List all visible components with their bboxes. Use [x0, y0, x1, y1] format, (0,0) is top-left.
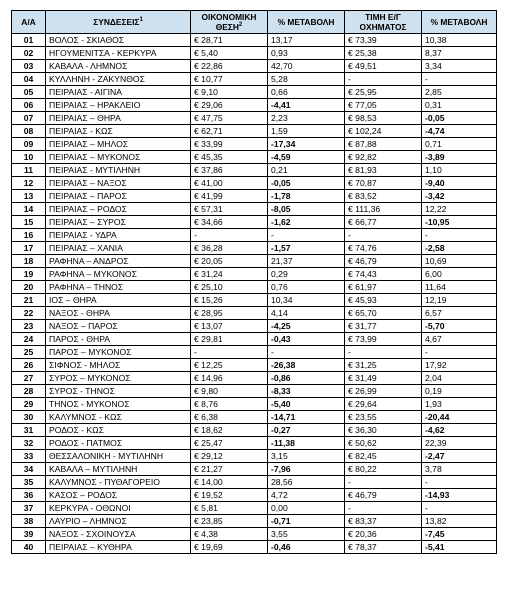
ferry-fares-table	[11, 10, 497, 554]
row-number-cell: 09	[12, 138, 46, 151]
change-economic-cell: -4,59	[268, 151, 345, 164]
row-number-cell: 24	[12, 333, 46, 346]
row-number-cell: 03	[12, 60, 46, 73]
change-vehicle-cell: -2,58	[422, 242, 497, 255]
economic-position-cell: € 5,40	[191, 47, 268, 60]
change-economic-cell: -1,57	[268, 242, 345, 255]
change-vehicle-cell: 2,85	[422, 86, 497, 99]
table-row	[12, 385, 497, 398]
table-row	[12, 281, 497, 294]
change-vehicle-cell: -4,74	[422, 125, 497, 138]
change-vehicle-cell: 0,71	[422, 138, 497, 151]
route-cell: ΡΑΦΗΝΑ – ΜΥΚΟΝΟΣ	[46, 268, 191, 281]
vehicle-price-cell: -	[345, 73, 422, 86]
economic-position-cell: € 36,28	[191, 242, 268, 255]
change-economic-cell: -14,71	[268, 411, 345, 424]
economic-position-cell: € 6,38	[191, 411, 268, 424]
table-row	[12, 47, 497, 60]
row-number-cell: 05	[12, 86, 46, 99]
change-vehicle-cell: 1,10	[422, 164, 497, 177]
table-row	[12, 502, 497, 515]
route-cell: ΡΟΔΟΣ - ΠΑΤΜΟΣ	[46, 437, 191, 450]
table-row	[12, 489, 497, 502]
economic-position-cell: € 28,71	[191, 34, 268, 47]
row-number-cell: 19	[12, 268, 46, 281]
economic-position-cell: € 22,86	[191, 60, 268, 73]
route-cell: ΠΕΙΡΑΙΑΣ – ΗΡΑΚΛΕΙΟ	[46, 99, 191, 112]
change-economic-cell: -1,62	[268, 216, 345, 229]
vehicle-price-cell: -	[345, 476, 422, 489]
economic-position-cell: € 9,10	[191, 86, 268, 99]
vehicle-price-cell: € 49,51	[345, 60, 422, 73]
vehicle-price-cell: € 82,45	[345, 450, 422, 463]
vehicle-price-cell: € 83,37	[345, 515, 422, 528]
vehicle-price-cell: € 102,24	[345, 125, 422, 138]
table-row	[12, 294, 497, 307]
economic-position-cell: € 45,35	[191, 151, 268, 164]
route-cell: ΣΥΡΟΣ – ΜΥΚΟΝΟΣ	[46, 372, 191, 385]
economic-position-cell: € 29,12	[191, 450, 268, 463]
row-number-cell: 38	[12, 515, 46, 528]
table-row	[12, 112, 497, 125]
vehicle-price-cell: € 31,25	[345, 359, 422, 372]
economic-position-cell: € 21,27	[191, 463, 268, 476]
row-number-cell: 22	[12, 307, 46, 320]
change-vehicle-cell: 22,39	[422, 437, 497, 450]
vehicle-price-cell: € 50,62	[345, 437, 422, 450]
table-row	[12, 437, 497, 450]
change-economic-cell: 13,17	[268, 34, 345, 47]
table-row	[12, 86, 497, 99]
vehicle-price-cell: € 77,05	[345, 99, 422, 112]
vehicle-price-cell: € 46,79	[345, 489, 422, 502]
route-cell: ΚΑΛΥΜΝΟΣ - ΠΥΘΑΓΟΡΕΙΟ	[46, 476, 191, 489]
header-aa-label: Α/Α	[21, 17, 36, 27]
route-cell: ΝΑΞΟΣ - ΣΧΟΙΝΟΥΣΑ	[46, 528, 191, 541]
header-change-vehicle	[422, 11, 497, 34]
change-economic-cell: -1,78	[268, 190, 345, 203]
vehicle-price-cell: € 74,43	[345, 268, 422, 281]
economic-position-cell: € 14,96	[191, 372, 268, 385]
table-row	[12, 203, 497, 216]
route-cell: ΠΑΡΟΣ - ΘΗΡΑ	[46, 333, 191, 346]
change-vehicle-cell: 0,19	[422, 385, 497, 398]
route-cell: ΘΕΣΣΑΛΟΝΙΚΗ - ΜΥΤΙΛΗΝΗ	[46, 450, 191, 463]
change-economic-cell: 28,56	[268, 476, 345, 489]
table-row	[12, 138, 497, 151]
table-row	[12, 346, 497, 359]
vehicle-price-cell: € 25,38	[345, 47, 422, 60]
change-vehicle-cell: -14,93	[422, 489, 497, 502]
vehicle-price-cell: € 29,64	[345, 398, 422, 411]
header-vehicle-price-label: ΤΙΜΗ Ε/Γ ΟΧΗΜΑΤΟΣ	[359, 12, 407, 32]
row-number-cell: 33	[12, 450, 46, 463]
change-vehicle-cell: -	[422, 73, 497, 86]
change-vehicle-cell: -5,70	[422, 320, 497, 333]
economic-position-cell: € 41,99	[191, 190, 268, 203]
route-cell: ΠΕΙΡΑΙΑΣ – ΧΑΝΙΑ	[46, 242, 191, 255]
route-cell: ΗΓΟΥΜΕΝΙΤΣΑ - ΚΕΡΚΥΡΑ	[46, 47, 191, 60]
header-routes	[46, 11, 191, 34]
vehicle-price-cell: € 83,52	[345, 190, 422, 203]
vehicle-price-cell: € 80,22	[345, 463, 422, 476]
change-vehicle-cell: 1,93	[422, 398, 497, 411]
row-number-cell: 16	[12, 229, 46, 242]
table-row	[12, 99, 497, 112]
table-row	[12, 372, 497, 385]
table-row	[12, 411, 497, 424]
economic-position-cell: € 23,85	[191, 515, 268, 528]
table-row	[12, 359, 497, 372]
row-number-cell: 28	[12, 385, 46, 398]
row-number-cell: 27	[12, 372, 46, 385]
economic-position-cell: € 20,05	[191, 255, 268, 268]
route-cell: ΠΕΙΡΑΙΑΣ - ΑΙΓΙΝΑ	[46, 86, 191, 99]
change-vehicle-cell: -9,40	[422, 177, 497, 190]
route-cell: ΡΑΦΗΝΑ – ΤΗΝΟΣ	[46, 281, 191, 294]
row-number-cell: 25	[12, 346, 46, 359]
row-number-cell: 10	[12, 151, 46, 164]
change-vehicle-cell: -4,62	[422, 424, 497, 437]
header-economic-position-label: ΟΙΚΟΝΟΜΙΚΗ ΘΕΣΗ	[201, 12, 257, 32]
table-row	[12, 60, 497, 73]
economic-position-cell: € 37,86	[191, 164, 268, 177]
route-cell: ΚΑΣΟΣ – ΡΟΔΟΣ	[46, 489, 191, 502]
change-vehicle-cell: -	[422, 346, 497, 359]
route-cell: ΙΟΣ – ΘΗΡΑ	[46, 294, 191, 307]
change-economic-cell: -7,96	[268, 463, 345, 476]
vehicle-price-cell: € 66,77	[345, 216, 422, 229]
route-cell: ΠΕΙΡΑΙΑΣ – ΜΥΚΟΝΟΣ	[46, 151, 191, 164]
row-number-cell: 07	[12, 112, 46, 125]
change-vehicle-cell: 6,00	[422, 268, 497, 281]
table-row	[12, 528, 497, 541]
route-cell: ΠΕΙΡΑΙΑΣ – ΘΗΡΑ	[46, 112, 191, 125]
row-number-cell: 39	[12, 528, 46, 541]
change-economic-cell: 5,28	[268, 73, 345, 86]
change-economic-cell: -4,41	[268, 99, 345, 112]
header-economic-position	[191, 11, 268, 34]
vehicle-price-cell: € 31,77	[345, 320, 422, 333]
table-row	[12, 320, 497, 333]
route-cell: ΒΟΛΟΣ - ΣΚΙΑΘΟΣ	[46, 34, 191, 47]
table-row	[12, 255, 497, 268]
table-row	[12, 398, 497, 411]
change-vehicle-cell: -3,42	[422, 190, 497, 203]
route-cell: ΚΑΒΑΛΑ - ΛΗΜΝΟΣ	[46, 60, 191, 73]
change-vehicle-cell: -7,45	[422, 528, 497, 541]
table-row	[12, 151, 497, 164]
vehicle-price-cell: € 78,37	[345, 541, 422, 554]
change-economic-cell: -8,33	[268, 385, 345, 398]
economic-position-cell: € 19,69	[191, 541, 268, 554]
row-number-cell: 06	[12, 99, 46, 112]
change-economic-cell: 42,70	[268, 60, 345, 73]
table-row	[12, 164, 497, 177]
economic-position-cell: € 29,81	[191, 333, 268, 346]
economic-position-cell: € 25,47	[191, 437, 268, 450]
economic-position-cell: -	[191, 346, 268, 359]
economic-position-cell: € 4,38	[191, 528, 268, 541]
economic-position-cell: -	[191, 229, 268, 242]
economic-position-cell: € 62,71	[191, 125, 268, 138]
change-economic-cell: -8,05	[268, 203, 345, 216]
change-vehicle-cell: 12,19	[422, 294, 497, 307]
change-vehicle-cell: 10,69	[422, 255, 497, 268]
vehicle-price-cell: € 45,93	[345, 294, 422, 307]
economic-position-cell: € 18,62	[191, 424, 268, 437]
table-row	[12, 242, 497, 255]
change-vehicle-cell: 3,34	[422, 60, 497, 73]
route-cell: ΣΙΦΝΟΣ - ΜΗΛΟΣ	[46, 359, 191, 372]
route-cell: ΡΑΦΗΝΑ – ΑΝΔΡΟΣ	[46, 255, 191, 268]
row-number-cell: 23	[12, 320, 46, 333]
row-number-cell: 12	[12, 177, 46, 190]
economic-position-cell: € 31,24	[191, 268, 268, 281]
header-economic-position-footnote: 2	[238, 22, 243, 29]
vehicle-price-cell: € 26,99	[345, 385, 422, 398]
change-economic-cell: 0,66	[268, 86, 345, 99]
change-economic-cell: 3,55	[268, 528, 345, 541]
route-cell: ΡΟΔΟΣ - ΚΩΣ	[46, 424, 191, 437]
change-vehicle-cell: 17,92	[422, 359, 497, 372]
change-vehicle-cell: -0,05	[422, 112, 497, 125]
change-economic-cell: -4,25	[268, 320, 345, 333]
economic-position-cell: € 41,00	[191, 177, 268, 190]
header-change-economic-label: % ΜΕΤΑΒΟΛΗ	[277, 17, 335, 27]
economic-position-cell: € 5,81	[191, 502, 268, 515]
change-vehicle-cell: -2,47	[422, 450, 497, 463]
change-vehicle-cell: -3,89	[422, 151, 497, 164]
vehicle-price-cell: € 20,36	[345, 528, 422, 541]
economic-position-cell: € 10,77	[191, 73, 268, 86]
header-routes-label: ΣΥΝΔΕΣΕΙΣ	[93, 17, 140, 27]
change-vehicle-cell: 8,37	[422, 47, 497, 60]
route-cell: ΠΑΡΟΣ – ΜΥΚΟΝΟΣ	[46, 346, 191, 359]
economic-position-cell: € 25,10	[191, 281, 268, 294]
row-number-cell: 36	[12, 489, 46, 502]
economic-position-cell: € 57,31	[191, 203, 268, 216]
route-cell: ΚΕΡΚΥΡΑ - ΟΘΩΝΟΙ	[46, 502, 191, 515]
change-vehicle-cell: 12,22	[422, 203, 497, 216]
change-economic-cell: -11,38	[268, 437, 345, 450]
row-number-cell: 14	[12, 203, 46, 216]
change-vehicle-cell: -20,44	[422, 411, 497, 424]
row-number-cell: 11	[12, 164, 46, 177]
change-vehicle-cell: 0,31	[422, 99, 497, 112]
vehicle-price-cell: € 74,76	[345, 242, 422, 255]
economic-position-cell: € 9,80	[191, 385, 268, 398]
route-cell: ΚΑΛΥΜΝΟΣ - ΚΩΣ	[46, 411, 191, 424]
change-economic-cell: 4,72	[268, 489, 345, 502]
change-economic-cell: 10,34	[268, 294, 345, 307]
change-economic-cell: -	[268, 346, 345, 359]
route-cell: ΝΑΞΟΣ – ΠΑΡΟΣ	[46, 320, 191, 333]
vehicle-price-cell: € 31,49	[345, 372, 422, 385]
vehicle-price-cell: € 73,99	[345, 333, 422, 346]
table-row	[12, 177, 497, 190]
change-economic-cell: -0,46	[268, 541, 345, 554]
vehicle-price-cell: € 81,93	[345, 164, 422, 177]
change-vehicle-cell: 6,57	[422, 307, 497, 320]
vehicle-price-cell: € 25,95	[345, 86, 422, 99]
route-cell: ΠΕΙΡΑΙΑΣ – ΜΗΛΟΣ	[46, 138, 191, 151]
change-economic-cell: 2,23	[268, 112, 345, 125]
change-economic-cell: -0,27	[268, 424, 345, 437]
table-row	[12, 541, 497, 554]
row-number-cell: 13	[12, 190, 46, 203]
change-economic-cell: 0,93	[268, 47, 345, 60]
change-vehicle-cell: 2,04	[422, 372, 497, 385]
table-header	[12, 11, 497, 34]
change-economic-cell: 0,21	[268, 164, 345, 177]
table-row	[12, 34, 497, 47]
header-row	[12, 11, 497, 34]
row-number-cell: 08	[12, 125, 46, 138]
change-economic-cell: -0,86	[268, 372, 345, 385]
route-cell: ΠΕΙΡΑΙΑΣ – ΚΥΘΗΡΑ	[46, 541, 191, 554]
vehicle-price-cell: € 23,55	[345, 411, 422, 424]
row-number-cell: 29	[12, 398, 46, 411]
economic-position-cell: € 15,26	[191, 294, 268, 307]
route-cell: ΠΕΙΡΑΙΑΣ – ΠΑΡΟΣ	[46, 190, 191, 203]
row-number-cell: 04	[12, 73, 46, 86]
vehicle-price-cell: € 87,88	[345, 138, 422, 151]
row-number-cell: 01	[12, 34, 46, 47]
change-vehicle-cell: -	[422, 476, 497, 489]
row-number-cell: 15	[12, 216, 46, 229]
table-row	[12, 229, 497, 242]
row-number-cell: 37	[12, 502, 46, 515]
route-cell: ΚΥΛΛΗΝΗ - ΖΑΚΥΝΘΟΣ	[46, 73, 191, 86]
change-vehicle-cell: -10,95	[422, 216, 497, 229]
change-vehicle-cell: 4,67	[422, 333, 497, 346]
change-economic-cell: 4,14	[268, 307, 345, 320]
change-vehicle-cell: -	[422, 502, 497, 515]
economic-position-cell: € 33,99	[191, 138, 268, 151]
change-vehicle-cell: 10,38	[422, 34, 497, 47]
table-row	[12, 125, 497, 138]
change-economic-cell: 0,00	[268, 502, 345, 515]
route-cell: ΠΕΙΡΑΙΑΣ - ΜΥΤΙΛΗΝΗ	[46, 164, 191, 177]
route-cell: ΠΕΙΡΑΙΑΣ - ΚΩΣ	[46, 125, 191, 138]
route-cell: ΚΑΒΑΛΑ – ΜΥΤΙΛΗΝΗ	[46, 463, 191, 476]
change-vehicle-cell: 13,82	[422, 515, 497, 528]
header-change-economic	[268, 11, 345, 34]
economic-position-cell: € 28,95	[191, 307, 268, 320]
vehicle-price-cell: € 65,70	[345, 307, 422, 320]
change-vehicle-cell: 3,78	[422, 463, 497, 476]
row-number-cell: 34	[12, 463, 46, 476]
route-cell: ΝΑΞΟΣ - ΘΗΡΑ	[46, 307, 191, 320]
vehicle-price-cell: € 70,87	[345, 177, 422, 190]
change-economic-cell: -	[268, 229, 345, 242]
change-economic-cell: -26,38	[268, 359, 345, 372]
route-cell: ΤΗΝΟΣ - ΜΥΚΟΝΟΣ	[46, 398, 191, 411]
table-row	[12, 333, 497, 346]
row-number-cell: 35	[12, 476, 46, 489]
change-economic-cell: -0,71	[268, 515, 345, 528]
table-row	[12, 268, 497, 281]
vehicle-price-cell: € 92,82	[345, 151, 422, 164]
route-cell: ΠΕΙΡΑΙΑΣ – ΝΑΞΟΣ	[46, 177, 191, 190]
economic-position-cell: € 19,52	[191, 489, 268, 502]
row-number-cell: 21	[12, 294, 46, 307]
change-vehicle-cell: -	[422, 229, 497, 242]
change-economic-cell: 1,59	[268, 125, 345, 138]
table-row	[12, 463, 497, 476]
row-number-cell: 17	[12, 242, 46, 255]
change-economic-cell: -0,43	[268, 333, 345, 346]
route-cell: ΠΕΙΡΑΙΑΣ - ΥΔΡΑ	[46, 229, 191, 242]
vehicle-price-cell: € 36,30	[345, 424, 422, 437]
change-economic-cell: -17,34	[268, 138, 345, 151]
economic-position-cell: € 13,07	[191, 320, 268, 333]
row-number-cell: 40	[12, 541, 46, 554]
vehicle-price-cell: € 61,97	[345, 281, 422, 294]
vehicle-price-cell: -	[345, 229, 422, 242]
economic-position-cell: € 14,00	[191, 476, 268, 489]
change-economic-cell: 21,37	[268, 255, 345, 268]
economic-position-cell: € 12,25	[191, 359, 268, 372]
table-row	[12, 450, 497, 463]
vehicle-price-cell: -	[345, 502, 422, 515]
economic-position-cell: € 47,75	[191, 112, 268, 125]
route-cell: ΠΕΙΡΑΙΑΣ – ΡΟΔΟΣ	[46, 203, 191, 216]
table-row	[12, 307, 497, 320]
header-aa	[12, 11, 46, 34]
fares-table-container	[11, 10, 496, 554]
table-body	[12, 34, 497, 554]
table-row	[12, 476, 497, 489]
row-number-cell: 30	[12, 411, 46, 424]
row-number-cell: 20	[12, 281, 46, 294]
vehicle-price-cell: € 46,79	[345, 255, 422, 268]
change-economic-cell: -5,40	[268, 398, 345, 411]
header-vehicle-price	[345, 11, 422, 34]
vehicle-price-cell: € 73,39	[345, 34, 422, 47]
change-economic-cell: -0,05	[268, 177, 345, 190]
row-number-cell: 26	[12, 359, 46, 372]
row-number-cell: 02	[12, 47, 46, 60]
change-vehicle-cell: 11,64	[422, 281, 497, 294]
header-routes-footnote: 1	[139, 17, 143, 24]
table-row	[12, 424, 497, 437]
row-number-cell: 32	[12, 437, 46, 450]
change-vehicle-cell: -5,41	[422, 541, 497, 554]
row-number-cell: 31	[12, 424, 46, 437]
vehicle-price-cell: € 98,53	[345, 112, 422, 125]
change-economic-cell: 0,29	[268, 268, 345, 281]
economic-position-cell: € 29,06	[191, 99, 268, 112]
route-cell: ΠΕΙΡΑΙΑΣ – ΣΥΡΟΣ	[46, 216, 191, 229]
economic-position-cell: € 8,76	[191, 398, 268, 411]
economic-position-cell: € 34,66	[191, 216, 268, 229]
route-cell: ΛΑΥΡΙΟ – ΛΗΜΝΟΣ	[46, 515, 191, 528]
header-change-vehicle-label: % ΜΕΤΑΒΟΛΗ	[430, 17, 488, 27]
table-row	[12, 515, 497, 528]
vehicle-price-cell: € 111,36	[345, 203, 422, 216]
route-cell: ΣΥΡΟΣ - ΤΗΝΟΣ	[46, 385, 191, 398]
table-row	[12, 216, 497, 229]
row-number-cell: 18	[12, 255, 46, 268]
change-economic-cell: 0,76	[268, 281, 345, 294]
table-row	[12, 73, 497, 86]
vehicle-price-cell: -	[345, 346, 422, 359]
change-economic-cell: 3,15	[268, 450, 345, 463]
table-row	[12, 190, 497, 203]
